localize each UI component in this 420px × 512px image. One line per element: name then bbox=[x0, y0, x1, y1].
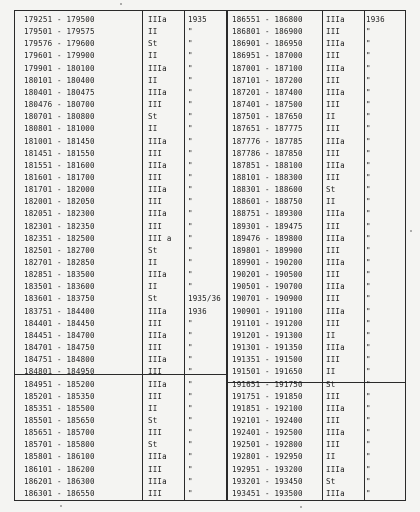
left-year-cell: 1936 bbox=[188, 306, 207, 316]
right-year-cell: " bbox=[366, 294, 371, 304]
right-year-cell: " bbox=[366, 282, 371, 292]
right-range-cell: 191651 - 191750 bbox=[232, 379, 303, 389]
left-year-cell: " bbox=[188, 391, 193, 401]
right-year-cell: " bbox=[366, 258, 371, 267]
left-year-cell: " bbox=[188, 124, 193, 134]
left-year-cell: " bbox=[188, 39, 193, 49]
right-class-cell: IIIa bbox=[326, 306, 345, 316]
right-range-cell: 188751 - 189300 bbox=[232, 209, 303, 219]
left-year-cell: " bbox=[188, 75, 193, 85]
left-range-cell: 182301 - 182350 bbox=[24, 221, 95, 231]
right-year-cell: " bbox=[366, 330, 371, 340]
right-year-cell: " bbox=[366, 355, 371, 365]
left-class-cell: III bbox=[148, 148, 163, 158]
right-class-cell: IIIa bbox=[326, 63, 345, 73]
right-year-cell: " bbox=[366, 391, 371, 401]
right-range-cell: 191501 - 191650 bbox=[232, 367, 303, 377]
left-range-cell: 181001 - 181450 bbox=[24, 136, 95, 146]
scan-speck bbox=[60, 505, 62, 507]
right-range-cell: 191851 - 192100 bbox=[232, 403, 303, 413]
scan-speck bbox=[120, 3, 122, 5]
left-class-cell: IIIa bbox=[148, 330, 167, 340]
right-class-cell: IIIa bbox=[326, 488, 345, 498]
left-range-cell: 179901 - 180100 bbox=[24, 63, 95, 73]
right-range-cell: 189901 - 190200 bbox=[232, 258, 303, 267]
left-range-cell: 183601 - 183750 bbox=[24, 294, 95, 304]
left-range-cell: 180401 - 180475 bbox=[24, 87, 95, 97]
right-class-cell: IIIa bbox=[326, 343, 345, 353]
right-class-cell: III bbox=[326, 172, 341, 182]
left-class-cell: IIIa bbox=[148, 270, 167, 280]
right-range-cell: 187651 - 187775 bbox=[232, 124, 303, 134]
right-year-cell: " bbox=[366, 306, 371, 316]
left-range-cell: 184801 - 184950 bbox=[24, 367, 95, 377]
left-class-cell: IIIa bbox=[148, 63, 167, 73]
left-range-cell: 181701 - 182000 bbox=[24, 185, 95, 195]
left-class-cell: II bbox=[148, 124, 158, 134]
left-range-cell: 179576 - 179600 bbox=[24, 39, 95, 49]
right-class-cell: II bbox=[326, 112, 336, 122]
right-year-cell: " bbox=[366, 270, 371, 280]
right-range-cell: 192951 - 193200 bbox=[232, 464, 303, 474]
right-year-cell: " bbox=[366, 87, 371, 97]
right-class-cell: IIIa bbox=[326, 403, 345, 413]
left-class-cell: IIIa bbox=[148, 379, 167, 389]
right-range-cell: 189476 - 189800 bbox=[232, 233, 303, 243]
left-class-cell: III bbox=[148, 464, 163, 474]
left-range-cell: 182501 - 182700 bbox=[24, 245, 95, 255]
left-range-cell: 181601 - 181700 bbox=[24, 172, 95, 182]
left-year-cell: " bbox=[188, 221, 193, 231]
right-class-cell: IIIa bbox=[326, 15, 345, 24]
right-class-cell: III bbox=[326, 124, 341, 134]
right-range-cell: 188101 - 188300 bbox=[232, 172, 303, 182]
left-class-cell: III bbox=[148, 488, 163, 498]
right-range-cell: 191351 - 191500 bbox=[232, 355, 303, 365]
right-year-cell: " bbox=[366, 197, 371, 207]
right-class-cell: IIIa bbox=[326, 464, 345, 474]
left-class-cell: IIIa bbox=[148, 136, 167, 146]
left-year-cell: " bbox=[188, 403, 193, 413]
left-class-cell: IIIa bbox=[148, 476, 167, 486]
right-range-cell: 192101 - 192400 bbox=[232, 415, 303, 425]
right-class-cell: III bbox=[326, 51, 341, 61]
left-year-cell: " bbox=[188, 452, 193, 462]
right-year-cell: " bbox=[366, 112, 371, 122]
right-year-cell: " bbox=[366, 403, 371, 413]
right-range-cell: 190901 - 191100 bbox=[232, 306, 303, 316]
right-range-cell: 187501 - 187650 bbox=[232, 112, 303, 122]
right-range-cell: 191301 - 191350 bbox=[232, 343, 303, 353]
left-range-cell: 183501 - 183600 bbox=[24, 282, 95, 292]
right-year-cell: " bbox=[366, 136, 371, 146]
left-year-cell: " bbox=[188, 379, 193, 389]
left-class-cell: III a bbox=[148, 233, 172, 243]
right-class-cell: II bbox=[326, 452, 336, 462]
left-range-cell: 181451 - 181550 bbox=[24, 148, 95, 158]
right-range-cell: 187201 - 187400 bbox=[232, 87, 303, 97]
right-year-cell: " bbox=[366, 379, 371, 389]
left-class-cell: III bbox=[148, 428, 163, 438]
left-class-cell: IIIa bbox=[148, 15, 167, 24]
left-year-cell: " bbox=[188, 185, 193, 195]
left-class-cell: III bbox=[148, 221, 163, 231]
left-class-cell: II bbox=[148, 27, 158, 37]
left-range-cell: 184401 - 184450 bbox=[24, 318, 95, 328]
right-class-cell: IIIa bbox=[326, 87, 345, 97]
right-class-cell: III bbox=[326, 100, 341, 110]
right-year-cell: " bbox=[366, 172, 371, 182]
left-range-cell: 185351 - 185500 bbox=[24, 403, 95, 413]
left-year-cell: " bbox=[188, 464, 193, 474]
left-class-cell: St bbox=[148, 112, 158, 122]
left-class-cell: III bbox=[148, 391, 163, 401]
right-year-cell: " bbox=[366, 221, 371, 231]
right-range-cell: 189301 - 189475 bbox=[232, 221, 303, 231]
right-range-cell: 187001 - 187100 bbox=[232, 63, 303, 73]
left-year-cell: " bbox=[188, 330, 193, 340]
right-class-cell: III bbox=[326, 148, 341, 158]
right-year-cell: " bbox=[366, 440, 371, 450]
left-range-cell: 185701 - 185800 bbox=[24, 440, 95, 450]
left-class-cell: St bbox=[148, 415, 158, 425]
left-class-cell: IIIa bbox=[148, 160, 167, 170]
right-class-cell: St bbox=[326, 379, 336, 389]
right-class-cell: IIIa bbox=[326, 233, 345, 243]
left-year-cell: " bbox=[188, 233, 193, 243]
right-year-cell: " bbox=[366, 343, 371, 353]
right-year-cell: " bbox=[366, 63, 371, 73]
left-class-cell: II bbox=[148, 75, 158, 85]
left-year-cell: 1935/36 bbox=[188, 294, 222, 304]
right-class-cell: IIIa bbox=[326, 428, 345, 438]
left-year-cell: " bbox=[188, 63, 193, 73]
right-class-cell: III bbox=[326, 27, 341, 37]
left-range-cell: 185201 - 185350 bbox=[24, 391, 95, 401]
left-year-cell: " bbox=[188, 160, 193, 170]
left-range-cell: 182351 - 182500 bbox=[24, 233, 95, 243]
right-year-cell: 1936 bbox=[366, 15, 385, 24]
left-class-cell: III bbox=[148, 367, 163, 377]
left-year-cell: " bbox=[188, 318, 193, 328]
left-range-cell: 181551 - 181600 bbox=[24, 160, 95, 170]
right-year-cell: " bbox=[366, 476, 371, 486]
right-range-cell: 187786 - 187850 bbox=[232, 148, 303, 158]
right-range-cell: 192401 - 192500 bbox=[232, 428, 303, 438]
left-range-cell: 184701 - 184750 bbox=[24, 343, 95, 353]
left-year-cell: " bbox=[188, 51, 193, 61]
left-range-cell: 184951 - 185200 bbox=[24, 379, 95, 389]
left-year-cell: " bbox=[188, 87, 193, 97]
left-range-cell: 186101 - 186200 bbox=[24, 464, 95, 474]
left-range-cell: 185801 - 186100 bbox=[24, 452, 95, 462]
right-class-cell: III bbox=[326, 391, 341, 401]
right-year-cell: " bbox=[366, 488, 371, 498]
left-year-cell: " bbox=[188, 100, 193, 110]
left-class-cell: III bbox=[148, 100, 163, 110]
left-year-cell: " bbox=[188, 488, 193, 498]
left-year-cell: " bbox=[188, 27, 193, 37]
right-class-cell: St bbox=[326, 185, 336, 195]
right-class-cell: III bbox=[326, 245, 341, 255]
right-range-cell: 186901 - 186950 bbox=[232, 39, 303, 49]
left-range-cell: 186301 - 186550 bbox=[24, 488, 95, 498]
left-year-cell: " bbox=[188, 136, 193, 146]
right-year-cell: " bbox=[366, 428, 371, 438]
right-year-cell: " bbox=[366, 209, 371, 219]
left-year-cell: " bbox=[188, 197, 193, 207]
left-class-cell: IIIa bbox=[148, 209, 167, 219]
right-class-cell: III bbox=[326, 221, 341, 231]
right-year-cell: " bbox=[366, 27, 371, 37]
left-year-cell: " bbox=[188, 343, 193, 353]
left-year-cell: " bbox=[188, 112, 193, 122]
right-year-cell: " bbox=[366, 233, 371, 243]
right-range-cell: 188601 - 188750 bbox=[232, 197, 303, 207]
right-range-cell: 193451 - 193500 bbox=[232, 488, 303, 498]
right-year-cell: " bbox=[366, 415, 371, 425]
right-year-cell: " bbox=[366, 245, 371, 255]
right-range-cell: 190201 - 190500 bbox=[232, 270, 303, 280]
right-year-cell: " bbox=[366, 100, 371, 110]
left-range-cell: 179251 - 179500 bbox=[24, 15, 95, 24]
right-range-cell: 191101 - 191200 bbox=[232, 318, 303, 328]
right-range-cell: 188301 - 188600 bbox=[232, 185, 303, 195]
right-year-cell: " bbox=[366, 148, 371, 158]
right-year-cell: " bbox=[366, 39, 371, 49]
right-range-cell: 191751 - 191850 bbox=[232, 391, 303, 401]
left-year-cell: " bbox=[188, 476, 193, 486]
left-class-cell: IIIa bbox=[148, 355, 167, 365]
left-range-cell: 179501 - 179575 bbox=[24, 27, 95, 37]
right-class-cell: III bbox=[326, 294, 341, 304]
left-class-cell: IIIa bbox=[148, 452, 167, 462]
right-range-cell: 187851 - 188100 bbox=[232, 160, 303, 170]
right-table-row bbox=[0, 487, 420, 501]
right-class-cell: III bbox=[326, 270, 341, 280]
left-range-cell: 185651 - 185700 bbox=[24, 428, 95, 438]
right-class-cell: IIIa bbox=[326, 136, 345, 146]
right-class-cell: III bbox=[326, 318, 341, 328]
left-year-cell: " bbox=[188, 440, 193, 450]
right-year-cell: " bbox=[366, 185, 371, 195]
left-range-cell: 182851 - 183500 bbox=[24, 270, 95, 280]
left-range-cell: 182701 - 182850 bbox=[24, 258, 95, 267]
left-class-cell: St bbox=[148, 294, 158, 304]
right-year-cell: " bbox=[366, 464, 371, 474]
right-class-cell: St bbox=[326, 476, 336, 486]
left-year-cell: " bbox=[188, 245, 193, 255]
right-year-cell: " bbox=[366, 367, 371, 377]
right-class-cell: III bbox=[326, 440, 341, 450]
right-range-cell: 193201 - 193450 bbox=[232, 476, 303, 486]
left-class-cell: III bbox=[148, 172, 163, 182]
right-class-cell: IIIa bbox=[326, 282, 345, 292]
right-range-cell: 187776 - 187785 bbox=[232, 136, 303, 146]
right-range-cell: 186951 - 187000 bbox=[232, 51, 303, 61]
left-class-cell: II bbox=[148, 258, 158, 267]
right-class-cell: II bbox=[326, 197, 336, 207]
right-range-cell: 190701 - 190900 bbox=[232, 294, 303, 304]
left-range-cell: 184451 - 184700 bbox=[24, 330, 95, 340]
left-range-cell: 184751 - 184800 bbox=[24, 355, 95, 365]
right-class-cell: IIIa bbox=[326, 39, 345, 49]
right-range-cell: 186801 - 186900 bbox=[232, 27, 303, 37]
right-class-cell: II bbox=[326, 367, 336, 377]
right-year-cell: " bbox=[366, 318, 371, 328]
left-class-cell: St bbox=[148, 440, 158, 450]
left-year-cell: " bbox=[188, 415, 193, 425]
right-range-cell: 192801 - 192950 bbox=[232, 452, 303, 462]
left-year-cell: " bbox=[188, 270, 193, 280]
right-class-cell: III bbox=[326, 355, 341, 365]
left-range-cell: 186201 - 186300 bbox=[24, 476, 95, 486]
left-year-cell: " bbox=[188, 258, 193, 267]
left-year-cell: " bbox=[188, 367, 193, 377]
right-class-cell: IIIa bbox=[326, 209, 345, 219]
left-range-cell: 182051 - 182300 bbox=[24, 209, 95, 219]
left-class-cell: II bbox=[148, 282, 158, 292]
right-range-cell: 191201 - 191300 bbox=[232, 330, 303, 340]
right-range-cell: 187101 - 187200 bbox=[232, 75, 303, 85]
right-year-cell: " bbox=[366, 51, 371, 61]
left-class-cell: II bbox=[148, 403, 158, 413]
left-class-cell: III bbox=[148, 343, 163, 353]
right-range-cell: 186551 - 186800 bbox=[232, 15, 303, 24]
left-year-cell: 1935 bbox=[188, 15, 207, 24]
left-class-cell: II bbox=[148, 51, 158, 61]
left-class-cell: III bbox=[148, 318, 163, 328]
left-range-cell: 183751 - 184400 bbox=[24, 306, 95, 316]
left-year-cell: " bbox=[188, 209, 193, 219]
left-range-cell: 180801 - 181000 bbox=[24, 124, 95, 134]
right-year-cell: " bbox=[366, 124, 371, 134]
left-class-cell: St bbox=[148, 245, 158, 255]
right-range-cell: 190501 - 190700 bbox=[232, 282, 303, 292]
top-rule bbox=[14, 10, 406, 11]
left-class-cell: IIIa bbox=[148, 87, 167, 97]
left-year-cell: " bbox=[188, 355, 193, 365]
right-range-cell: 187401 - 187500 bbox=[232, 100, 303, 110]
left-class-cell: St bbox=[148, 39, 158, 49]
left-range-cell: 180476 - 180700 bbox=[24, 100, 95, 110]
right-range-cell: 192501 - 192800 bbox=[232, 440, 303, 450]
right-year-cell: " bbox=[366, 75, 371, 85]
left-class-cell: IIIa bbox=[148, 185, 167, 195]
right-class-cell: IIIa bbox=[326, 258, 345, 267]
right-class-cell: III bbox=[326, 415, 341, 425]
right-class-cell: III bbox=[326, 75, 341, 85]
left-range-cell: 180101 - 180400 bbox=[24, 75, 95, 85]
right-class-cell: IIIa bbox=[326, 160, 345, 170]
left-year-cell: " bbox=[188, 428, 193, 438]
right-year-cell: " bbox=[366, 452, 371, 462]
left-range-cell: 179601 - 179900 bbox=[24, 51, 95, 61]
scan-speck bbox=[300, 506, 302, 508]
left-year-cell: " bbox=[188, 148, 193, 158]
left-year-cell: " bbox=[188, 172, 193, 182]
left-class-cell: III bbox=[148, 197, 163, 207]
left-range-cell: 185501 - 185650 bbox=[24, 415, 95, 425]
left-year-cell: " bbox=[188, 282, 193, 292]
left-class-cell: IIIa bbox=[148, 306, 167, 316]
left-range-cell: 182001 - 182050 bbox=[24, 197, 95, 207]
right-class-cell: II bbox=[326, 330, 336, 340]
right-year-cell: " bbox=[366, 160, 371, 170]
left-range-cell: 180701 - 180800 bbox=[24, 112, 95, 122]
right-range-cell: 189801 - 189900 bbox=[232, 245, 303, 255]
